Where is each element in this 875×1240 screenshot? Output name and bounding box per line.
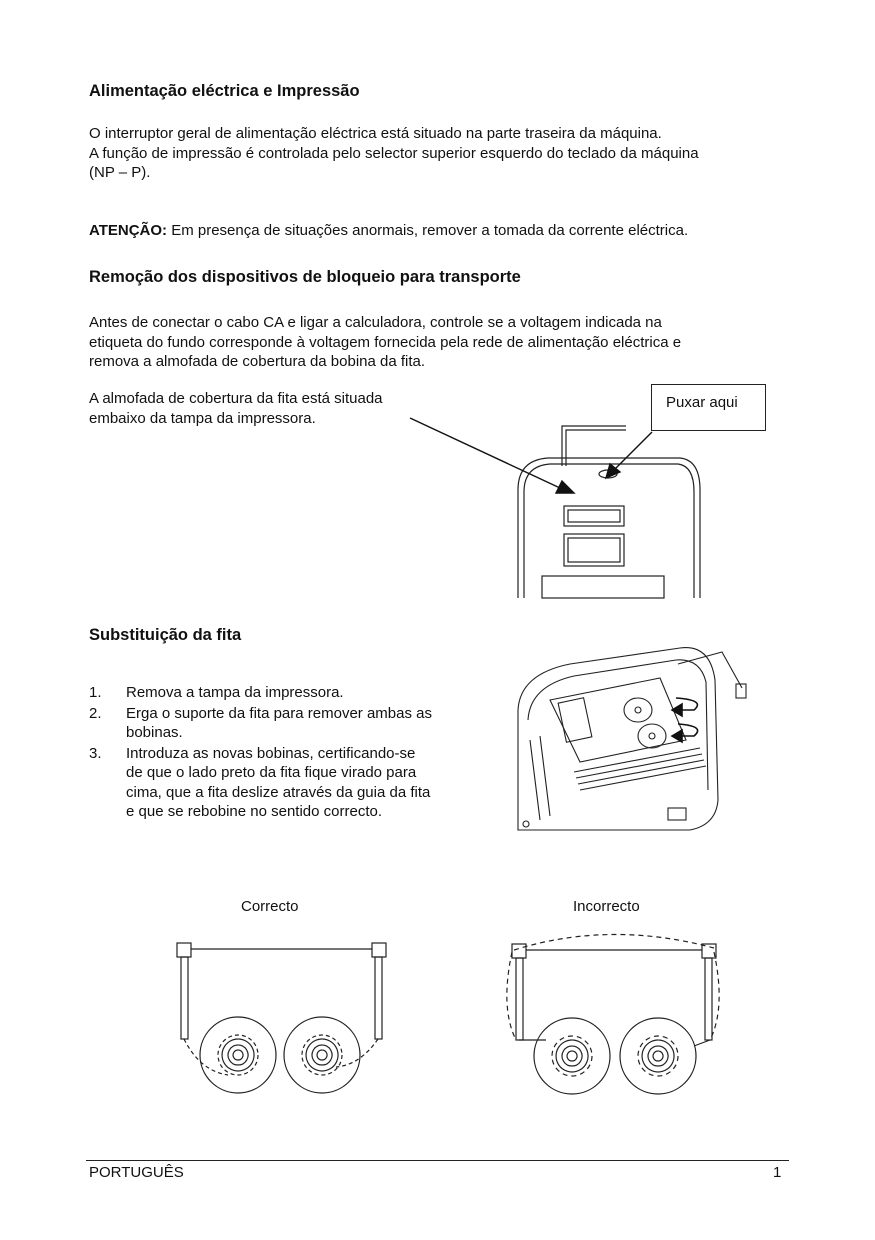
power-line-2: A função de impressão é controlada pelo selector superior esquerdo do teclado da máquina xyxy=(89,144,699,162)
power-line-3: (NP – P). xyxy=(89,164,151,181)
incorrect-ribbon-diagram xyxy=(500,928,730,1088)
pull-here-callout: Puxar aqui xyxy=(651,384,766,431)
pad-note-line-1: A almofada de cobertura da fita está situada xyxy=(89,390,383,407)
step-line: de que o lado preto da fita fique virado para xyxy=(126,764,417,781)
correct-ribbon-diagram xyxy=(170,935,400,1095)
step-line: e que se rebobine no sentido correcto. xyxy=(126,803,383,820)
list-item xyxy=(89,744,489,822)
ribbon-steps-list xyxy=(89,683,489,823)
correct-label: Correcto xyxy=(241,898,299,915)
power-paragraph xyxy=(89,124,699,183)
footer-rule xyxy=(86,1160,789,1161)
transport-paragraph xyxy=(89,313,681,372)
pad-note-line-2: embaixo da tampa da impressora. xyxy=(89,409,316,427)
page-number: 1 xyxy=(773,1164,782,1181)
step-line: Erga o suporte da fita para remover ambas as xyxy=(126,704,432,722)
attention-paragraph xyxy=(89,221,688,241)
incorrect-label: Incorrecto xyxy=(573,898,640,915)
transport-line-3: remova a almofada de cobertura da bobina da fita. xyxy=(89,353,426,370)
heading-power-printing: Alimentação eléctrica e Impressão xyxy=(89,82,360,100)
heading-transport-locks: Remoção dos dispositivos de bloqueio para transporte xyxy=(89,268,521,286)
transport-line-2: etiqueta do fundo corresponde à voltagem fornecida pela rede de alimentação eléctrica e xyxy=(89,333,682,351)
power-line-1: O interruptor geral de alimentação eléctrica está situado na parte traseira da máquina. xyxy=(89,125,662,142)
list-item xyxy=(89,683,489,703)
step-number: 2. xyxy=(89,704,102,722)
printer-open-illustration xyxy=(510,640,770,845)
step-line: Introduza as novas bobinas, certificando-se xyxy=(126,744,416,762)
step-line: Remova a tampa da impressora. xyxy=(126,684,344,701)
step-number: 1. xyxy=(89,684,102,701)
attention-label: ATENÇÃO: xyxy=(89,222,168,239)
footer-language: PORTUGUÊS xyxy=(89,1164,184,1181)
step-line: cima, que a fita deslize através da guia da fita xyxy=(126,783,431,801)
transport-line-1: Antes de conectar o cabo CA e ligar a calculadora, controle se a voltagem indicada na xyxy=(89,314,662,331)
list-item xyxy=(89,704,489,743)
attention-text: Em presença de situações anormais, remover a tomada da corrente eléctrica. xyxy=(167,222,689,239)
step-number: 3. xyxy=(89,744,102,762)
pad-location-note xyxy=(89,389,383,428)
heading-ribbon-replacement: Substituição da fita xyxy=(89,626,242,644)
step-line: bobinas. xyxy=(126,724,183,741)
